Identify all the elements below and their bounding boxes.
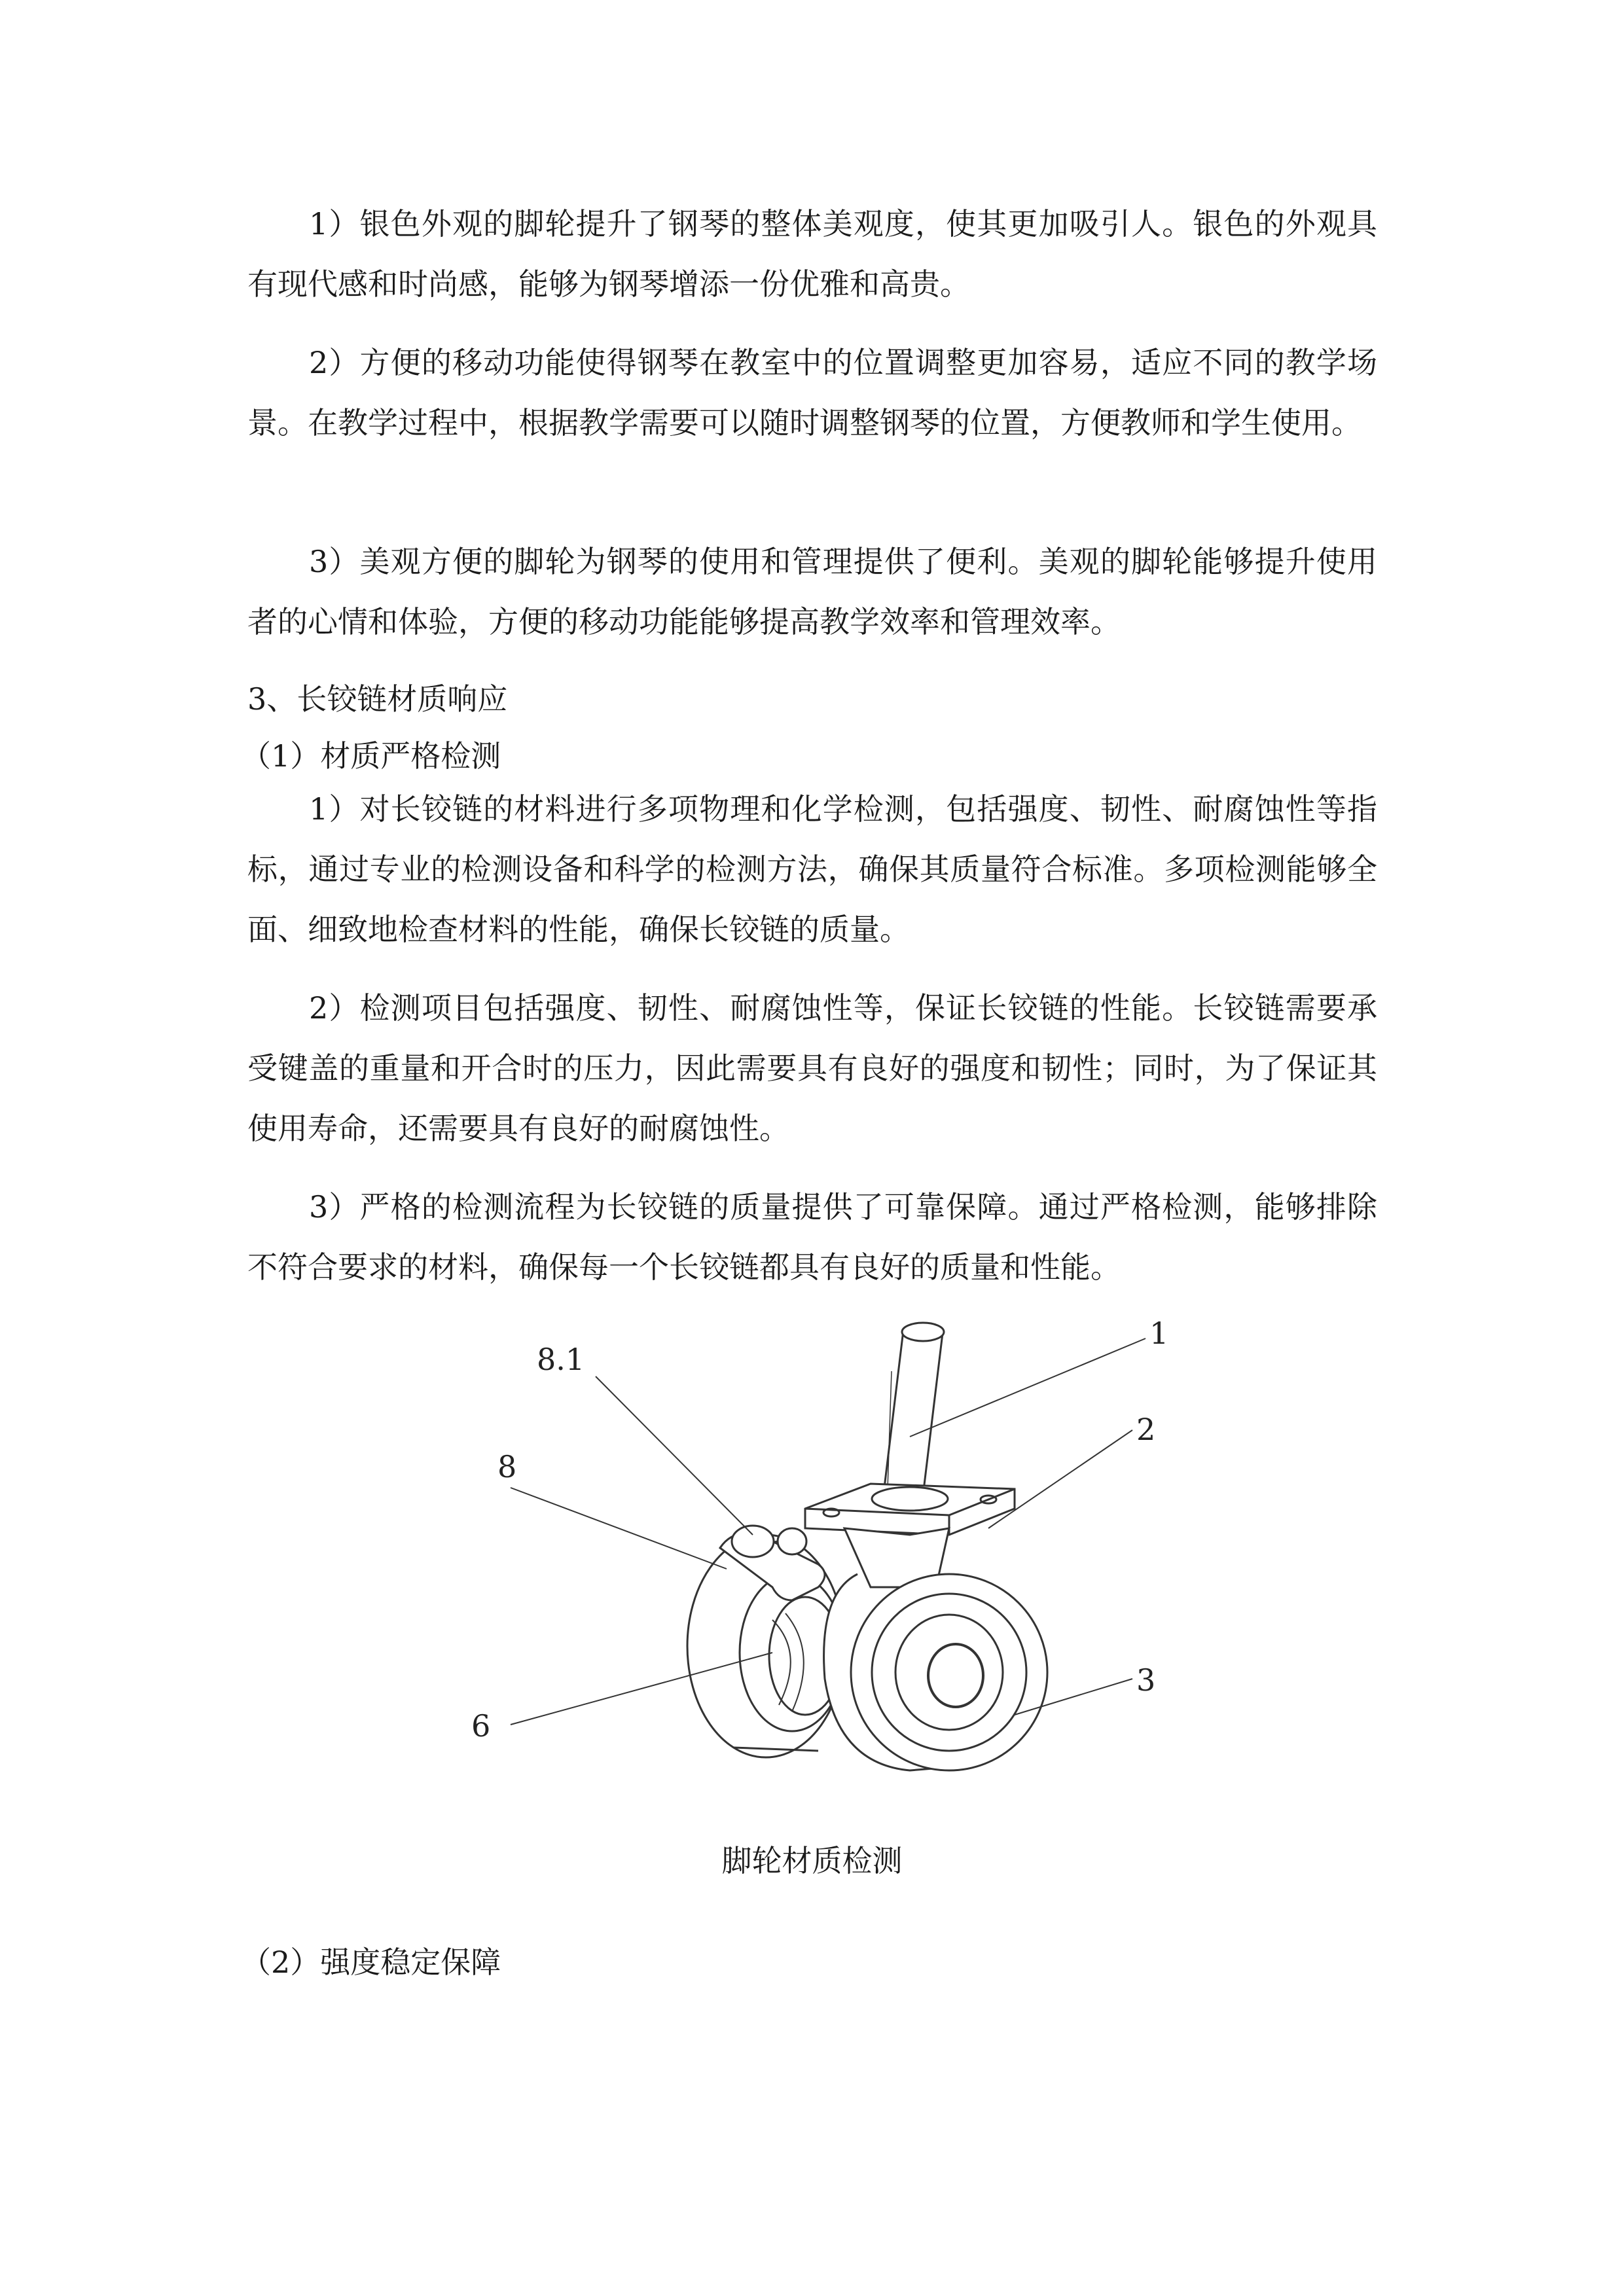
subheading-strict-inspection: （1）材质严格检测	[241, 738, 501, 774]
paragraph-silver-appearance: 1）银色外观的脚轮提升了钢琴的整体美观度，使其更加吸引人。银色的外观具有现代感和时尚感，能够为钢琴增添一份优雅和高贵。	[247, 206, 1377, 302]
brake-knob	[732, 1526, 774, 1557]
label-1: 1	[1149, 1316, 1169, 1351]
leader-line-81	[596, 1376, 753, 1535]
paragraph-mobility: 2）方便的移动功能使得钢琴在教室中的位置调整更加容易，适应不同的教学场景。在教学过程中，根据教学需要可以随时调整钢琴的位置，方便教师和学生使用。	[247, 345, 1377, 440]
section-heading-hinge-material: 3、长铰链材质响应	[247, 681, 508, 717]
wheel-axle	[928, 1644, 983, 1707]
caster-diagram	[452, 1312, 1224, 1784]
label-8: 8	[497, 1449, 517, 1484]
caster-post	[884, 1331, 943, 1496]
caster-post-top	[902, 1323, 944, 1341]
label-3: 3	[1136, 1662, 1156, 1698]
subheading-strength-stability: （2）强度稳定保障	[241, 1945, 501, 1980]
leader-line-1	[910, 1338, 1146, 1437]
post-collar	[872, 1487, 948, 1511]
label-2: 2	[1136, 1412, 1156, 1447]
paragraph-strict-process: 3）严格的检测流程为长铰链的质量提供了可靠保障。通过严格检测，能够排除不符合要求的材料，确保每一个长铰链都具有良好的质量和性能。	[247, 1189, 1377, 1285]
leader-line-2	[988, 1430, 1132, 1528]
label-8-1: 8.1	[537, 1342, 585, 1377]
paragraph-convenience: 3）美观方便的脚轮为钢琴的使用和管理提供了便利。美观的脚轮能够提升使用者的心情和体验，方便的移动功能能够提高教学效率和管理效率。	[247, 544, 1377, 639]
paragraph-test-items: 2）检测项目包括强度、韧性、耐腐蚀性等，保证长铰链的性能。长铰链需要承受键盖的重量和开合时的压力，因此需要具有良好的强度和韧性；同时，为了保证其使用寿命，还需要具有良好的耐腐蚀性。	[247, 990, 1377, 1146]
leader-line-8	[511, 1488, 727, 1569]
figure-caption: 脚轮材质检测	[721, 1843, 903, 1878]
paragraph-multi-tests: 1）对长铰链的材料进行多项物理和化学检测，包括强度、韧性、耐腐蚀性等指标，通过专业的检测设备和科学的检测方法，确保其质量符合标准。多项检测能够全面、细致地检查材料的性能，确保长铰链的质量。	[247, 791, 1377, 947]
label-6: 6	[471, 1708, 491, 1744]
